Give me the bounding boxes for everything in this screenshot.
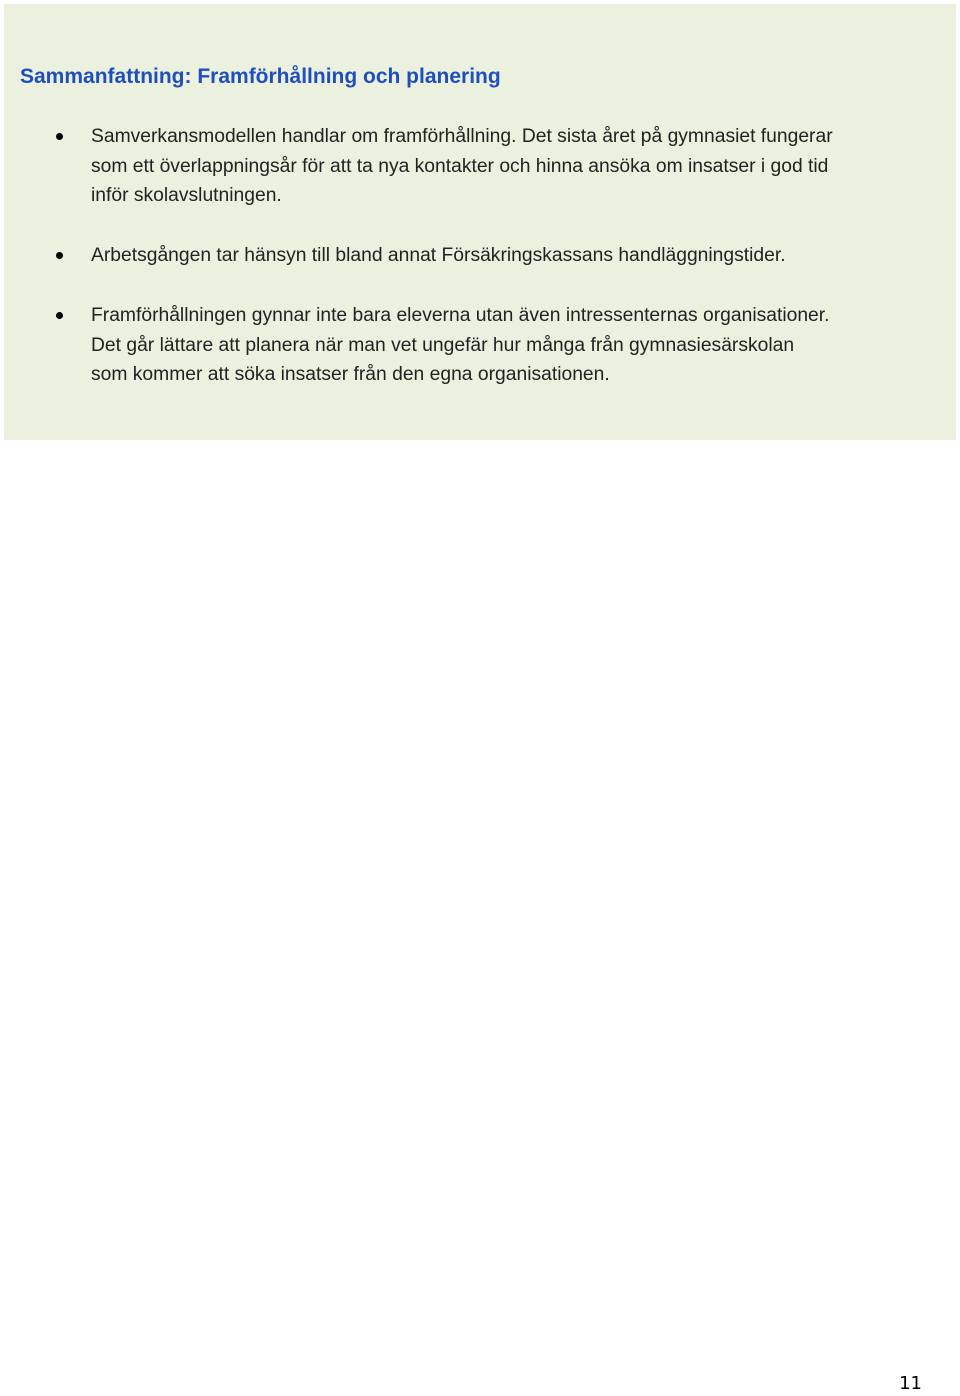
bullet-line: som kommer att söka insatser från den egna organisationen. [91,364,610,385]
bullet-text [91,122,951,211]
page-number: 11 [899,1373,922,1394]
summary-title: Sammanfattning: Framförhållning och planering [20,65,501,88]
bullet-line: inför skolavslutningen. [91,185,282,206]
bullet-line: Samverkansmodellen handlar om framförhållning. Det sista året på gymnasiet fungerar [91,126,833,147]
bullet-line: Arbetsgången tar hänsyn till bland annat Försäkringskassans handläggningstider. [91,245,786,266]
bullet-text [91,301,951,390]
bullet-line: som ett överlappningsår för att ta nya kontakter och hinna ansöka om insatser i god tid [91,155,829,177]
bullet-text [91,241,951,271]
bullet-line: Det går lättare att planera när man vet ungefär hur många från gymnasiesärskolan [91,334,795,356]
bullet-icon [56,133,63,140]
bullet-line: Framförhållningen gynnar inte bara eleverna utan även intressenternas organisationer. [91,305,830,326]
bullet-icon [56,312,63,319]
summary-box [4,4,956,440]
bullet-icon [56,252,63,259]
